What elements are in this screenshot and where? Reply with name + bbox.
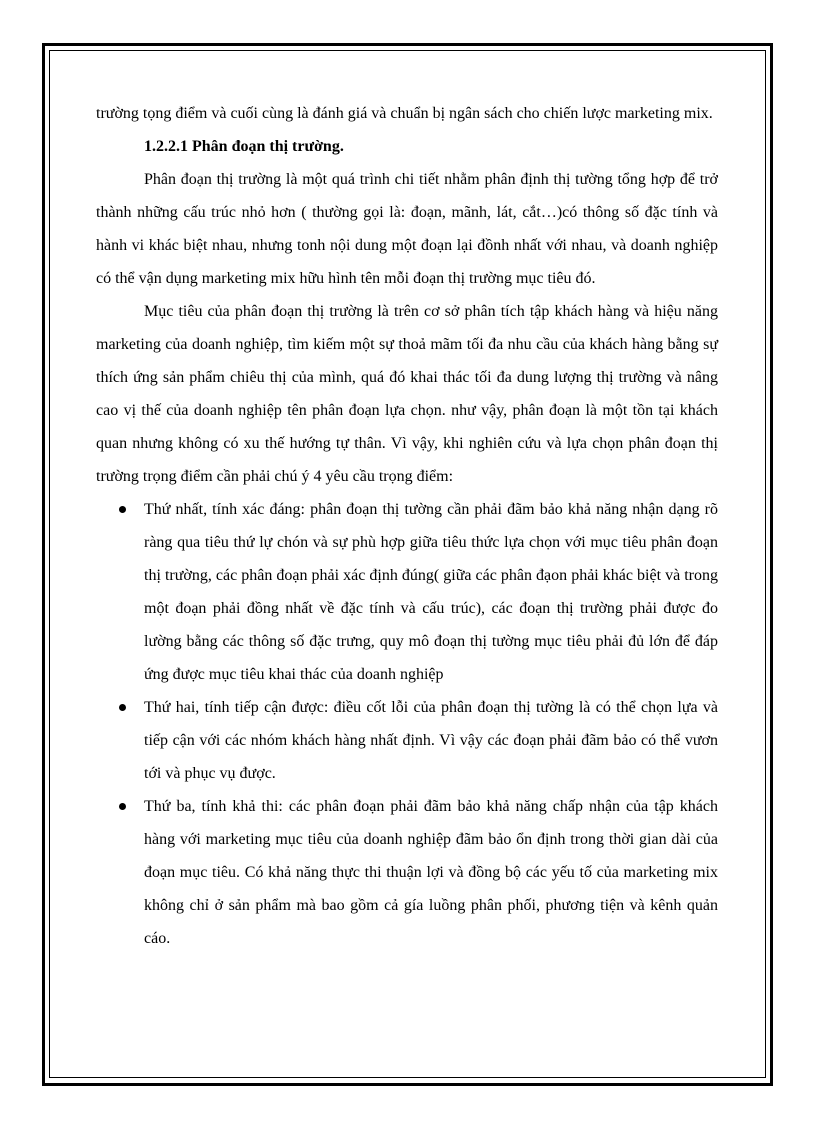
list-item-text: Thứ hai, tính tiếp cận được: điều cốt lỗi của phân đoạn thị tường là có thể chọn lựa và tiếp cận với các nhóm khách hàng nhất định. Vì vậy các đoạn phải đãm bảo có thể vươn tới và phục vụ được. <box>144 699 718 782</box>
paragraph-definition: Phân đoạn thị trường là một quá trình chi tiết nhằm phân định thị tường tổng hợp để trở thành những cấu trúc nhỏ hơn ( thường gọi là: đoạn, mãnh, lát, cắt…)có thông số đặc tính và hành vi khác biệt nhau, nhưng tonh nội dung một đoạn lại đồnh nhất với nhau, và doanh nghiệp có thể vận dụng marketing mix hữu hình tên mỗi đoạn thị trường mục tiêu đó. <box>96 171 718 287</box>
intro-paragraph: trường tọng điểm và cuối cùng là đánh giá và chuẩn bị ngân sách cho chiến lược marketing mix. <box>96 105 713 122</box>
requirements-list <box>96 493 718 955</box>
list-item <box>96 493 718 691</box>
list-item <box>96 790 718 955</box>
bullet-icon <box>119 790 133 823</box>
list-item-text: Thứ nhất, tính xác đáng: phân đoạn thị tường cần phải đãm bảo khả năng nhận dạng rõ ràng qua tiêu thứ lự chón và sự phù hợp giữa tiêu thức lựa chọn với mục tiêu phân đoạn thị trường, các phân đoạn phải xác định đúng( giữa các phân đạon phải khác biệt và trong một đoạn phải đồng nhất về đặc tính và cấu trúc), các đoạn thị trường phải được đo lường bằng các thông số đặc trưng, quy mô đoạn thị tường mục tiêu phải đủ lớn để đáp ứng được mục tiêu khai thác của doanh nghiệp <box>144 501 718 683</box>
document-body <box>96 97 718 955</box>
list-item-text: Thứ ba, tính khả thi: các phân đoạn phải đãm bảo khả năng chấp nhận của tập khách hàng với marketing mục tiêu của doanh nghiệp đãm bảo ổn định trong thời gian dài của đoạn mục tiêu. Có khả năng thực thi thuận lợi và đồng bộ các yếu tố của marketing mix không chỉ ở sản phẩm mà bao gồm cả gía luồng phân phối, phương tiện và kênh quản cáo. <box>144 798 718 947</box>
section-heading: 1.2.2.1 Phân đoạn thị trường. <box>144 138 344 155</box>
list-item <box>96 691 718 790</box>
bullet-icon <box>119 691 133 724</box>
paragraph-objectives: Mục tiêu của phân đoạn thị trường là trên cơ sở phân tích tập khách hàng và hiệu năng marketing của doanh nghiệp, tìm kiếm một sự thoả mãm tối đa nhu cầu của khách hàng bằng sự thích ứng sản phẩm chiêu thị của mình, quá đó khai thác tối đa dung lượng thị trường và nâng cao vị thế của doanh nghiệp tên phân đoạn lựa chọn. như vậy, phân đoạn là một tồn tại khách quan nhưng không có xu thế hướng tự thân. Vì vậy, khi nghiên cứu và lựa chọn phân đoạn thị trường trọng điểm cần phải chú ý 4 yêu cầu trọng điểm: <box>96 303 718 485</box>
bullet-icon <box>119 493 133 526</box>
